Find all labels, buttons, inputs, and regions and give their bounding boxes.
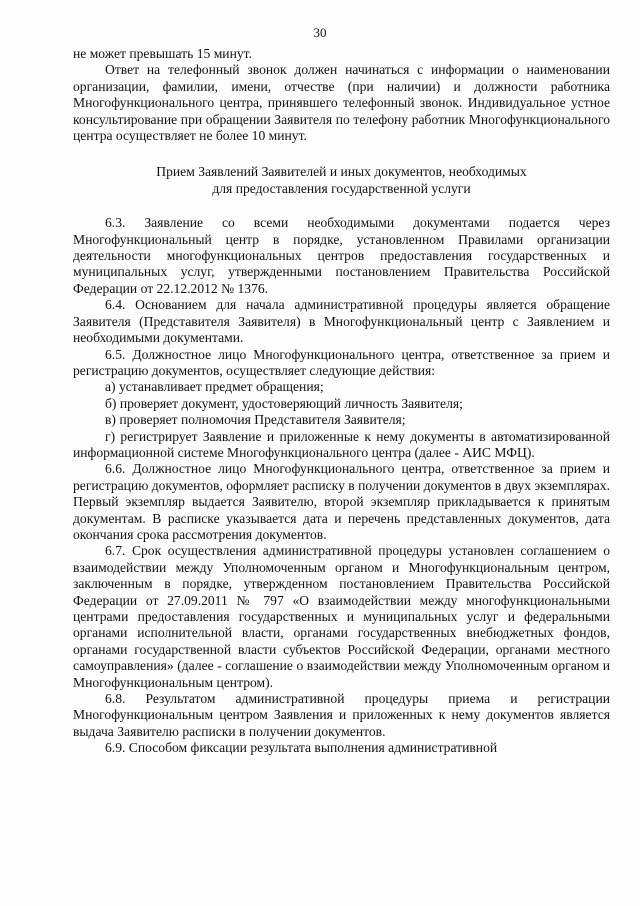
paragraph-6-4: 6.4. Основанием для начала административной процедуры является обращение Заявителя (Представителя Заявителя) в Многофункциональный центр с Заявлением и необходимыми документами. bbox=[73, 297, 610, 346]
list-item-g: г) регистрирует Заявление и приложенные к нему документы в автоматизированной информационной системе Многофункционального центра (далее - АИС МФЦ). bbox=[73, 428, 610, 460]
section-heading bbox=[73, 164, 610, 197]
section-heading-line-1: Прием Заявлений Заявителей и иных документов, необходимых bbox=[156, 164, 527, 180]
list-item-a: а) устанавливает предмет обращения; bbox=[105, 379, 324, 395]
page-number: 30 bbox=[313, 25, 327, 40]
paragraph-continuation: не может превышать 15 минут. bbox=[73, 46, 252, 61]
paragraph-6-5: 6.5. Должностное лицо Многофункционального центра, ответственное за прием и регистрацию документов, осуществляет следующие действия: bbox=[73, 346, 610, 378]
paragraph-6-8: 6.8. Результатом административной процедуры приема и регистрации Многофункциональным центром Заявления и приложенных к нему документов является выдача Заявителю расписки в получении документов. bbox=[73, 691, 610, 739]
document-body bbox=[73, 46, 610, 757]
paragraph-6-7: 6.7. Срок осуществления административной процедуры установлен соглашением о взаимодействии между Уполномоченным органом и Многофункциональным центром, заключенным в порядке, утвержденном постановлением Правительства Российской Федерации от 27.09.2011 № 797 «О взаимодействии между многофункциональными центрами предоставления государственных и муниципальных услуг и федеральными органами исполнительной власти, органами государственных внебюджетных фондов, органами государственной власти субъектов Российской Федерации, органами местного самоуправления» (далее - соглашение о взаимодействии между Уполномоченным органом и Многофункциональным центром). bbox=[73, 543, 610, 690]
paragraph-6-3: 6.3. Заявление со всеми необходимыми документами подается через Многофункциональный центр в порядке, установленном Правилами организации деятельности многофункциональных центров предоставления государственных и муниципальных услуг, утвержденными постановлением Правительства Российской Федерации от 22.12.2012 № 1376. bbox=[73, 215, 610, 296]
section-heading-line-2: для предоставления государственной услуги bbox=[212, 180, 471, 196]
paragraph-6-6: 6.6. Должностное лицо Многофункционального центра, ответственное за прием и регистрацию документов, оформляет расписку в получении документов в двух экземплярах. Первый экземпляр выдается Заявителю, второй экземпляр прикладывается к принятым документам. В расписке указывается дата и перечень представленных документов, дата окончания срока рассмотрения документов. bbox=[73, 461, 610, 542]
paragraph-6-9: 6.9. Способом фиксации результата выполнения административной bbox=[105, 740, 498, 756]
list-item-b: б) проверяет документ, удостоверяющий личность Заявителя; bbox=[105, 395, 463, 411]
list-item-v: в) проверяет полномочия Представителя Заявителя; bbox=[105, 412, 406, 428]
paragraph-phone-call: Ответ на телефонный звонок должен начинаться с информации о наименовании организации, фамилии, имени, отчестве (при наличии) и должности работника Многофункционального центра, принявшего телефонный звонок. Индивидуальное устное консультирование при обращении Заявителя по телефону работник Многофункционального центра осуществляет не более 10 минут. bbox=[73, 62, 610, 144]
